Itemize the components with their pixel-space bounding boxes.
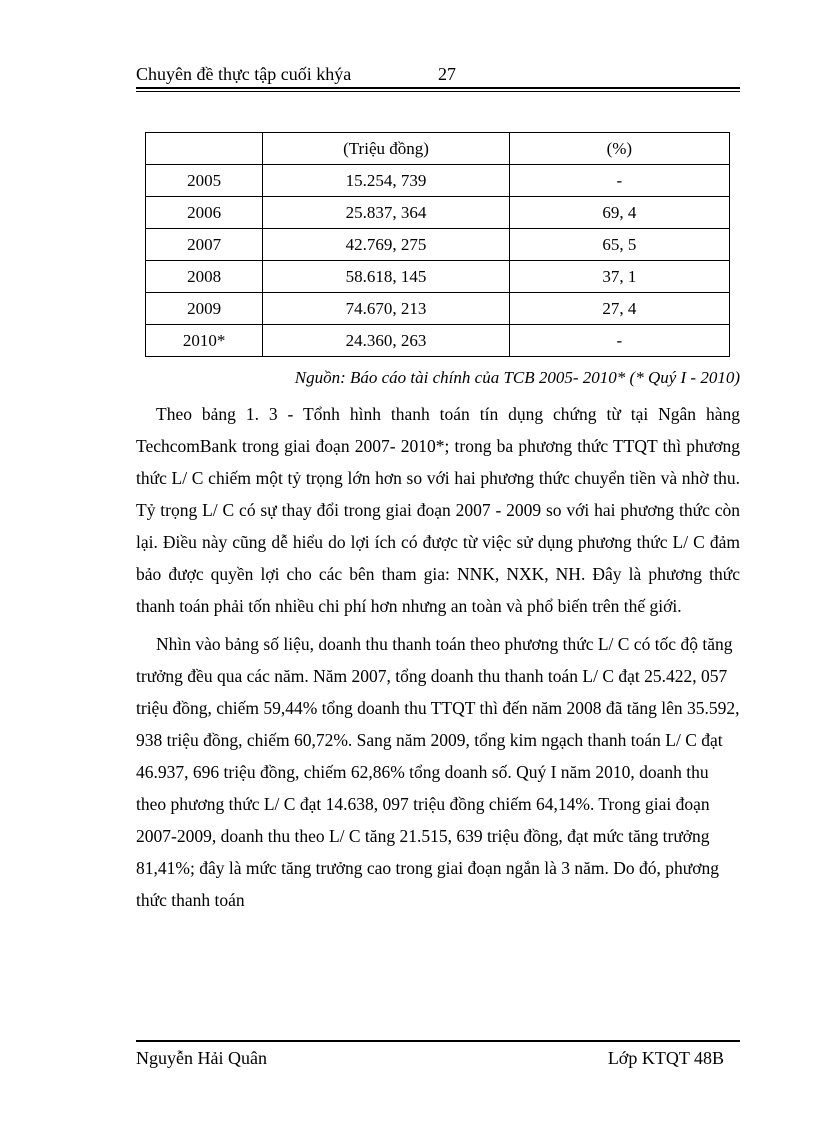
page-number: 27 [438,64,456,84]
year-cell: 2006 [146,197,263,229]
value-cell: 58.618, 145 [263,261,509,293]
table-row [146,197,730,229]
header-rule-thin [136,91,740,92]
table-header-cell: (%) [509,133,729,165]
table-source-note: Nguồn: Báo cáo tài chính của TCB 2005- 2010* (* Quý I - 2010) [294,368,740,387]
year-cell: 2007 [146,229,263,261]
table-row [146,293,730,325]
footer-class: Lớp KTQT 48B [607,1048,724,1068]
footer-rule [136,1040,740,1042]
value-cell: 25.837, 364 [263,197,509,229]
paragraph: Theo bảng 1. 3 - Tổnh hình thanh toán tín dụng chứng từ tại Ngân hàng TechcomBank trong giai đoạn 2007- 2010*; trong ba phương thức TTQT thì phương thức L/ C chiếm một tỷ trọng lớn hơn so với hai phương thức chuyển tiền và nhờ thu. Tỷ trọng L/ C có sự thay đổi trong giai đoạn 2007 - 2009 so với hai phương thức còn lại. Điều này cũng dễ hiểu do lợi ích có được từ việc sử dụng phương thức L/ C đảm bảo được quyền lợi cho các bên tham gia: NNK, NXK, NH. Đây là phương thức thanh toán phải tốn nhiều chi phí hơn nhưng an toàn và phổ biến trên thế giới. [136,404,740,616]
page-header [136,60,740,88]
percent-cell: - [509,165,729,197]
table-header-cell: (Triệu đồng) [263,133,509,165]
value-cell: 24.360, 263 [263,325,509,357]
lc-revenue-table [145,132,730,357]
table-row [146,165,730,197]
percent-cell: 69, 4 [509,197,729,229]
year-cell: 2009 [146,293,263,325]
percent-cell: - [509,325,729,357]
year-cell: 2010* [146,325,263,357]
footer-author: Nguyễn Hải Quân [136,1048,267,1068]
value-cell: 74.670, 213 [263,293,509,325]
table-row [146,229,730,261]
percent-cell: 37, 1 [509,261,729,293]
table-row [146,261,730,293]
page-footer [136,1040,740,1080]
table-header-cell [146,133,263,165]
paragraph: Nhìn vào bảng số liệu, doanh thu thanh toán theo phương thức L/ C có tốc độ tăng trưởng đều qua các năm. Năm 2007, tổng doanh thu thanh toán L/ C đạt 25.422, 057 triệu đồng, chiếm 59,44% tổng doanh thu TTQT thì đến năm 2008 đã tăng lên 35.592, 938 triệu đồng, chiếm 60,72%. Sang năm 2009, tổng kim ngạch thanh toán L/ C đạt 46.937, 696 triệu đồng, chiếm 62,86% tổng doanh số. Quý I năm 2010, doanh thu theo phương thức L/ C đạt 14.638, 097 triệu đồng chiếm 64,14%. Trong giai đoạn 2007-2009, doanh thu theo L/ C tăng 21.515, 639 triệu đồng, đạt mức tăng trưởng 81,41%; đây là mức tăng trưởng cao trong giai đoạn ngắn là 3 năm. Do đó, phương thức thanh toán [136,634,740,910]
value-cell: 42.769, 275 [263,229,509,261]
year-cell: 2008 [146,261,263,293]
value-cell: 15.254, 739 [263,165,509,197]
header-rule [136,87,740,89]
percent-cell: 27, 4 [509,293,729,325]
body-text [136,398,740,916]
percent-cell: 65, 5 [509,229,729,261]
year-cell: 2005 [146,165,263,197]
table-header-row [146,133,730,165]
table-row [146,325,730,357]
header-title: Chuyên đề thực tập cuối khýa [136,64,352,84]
